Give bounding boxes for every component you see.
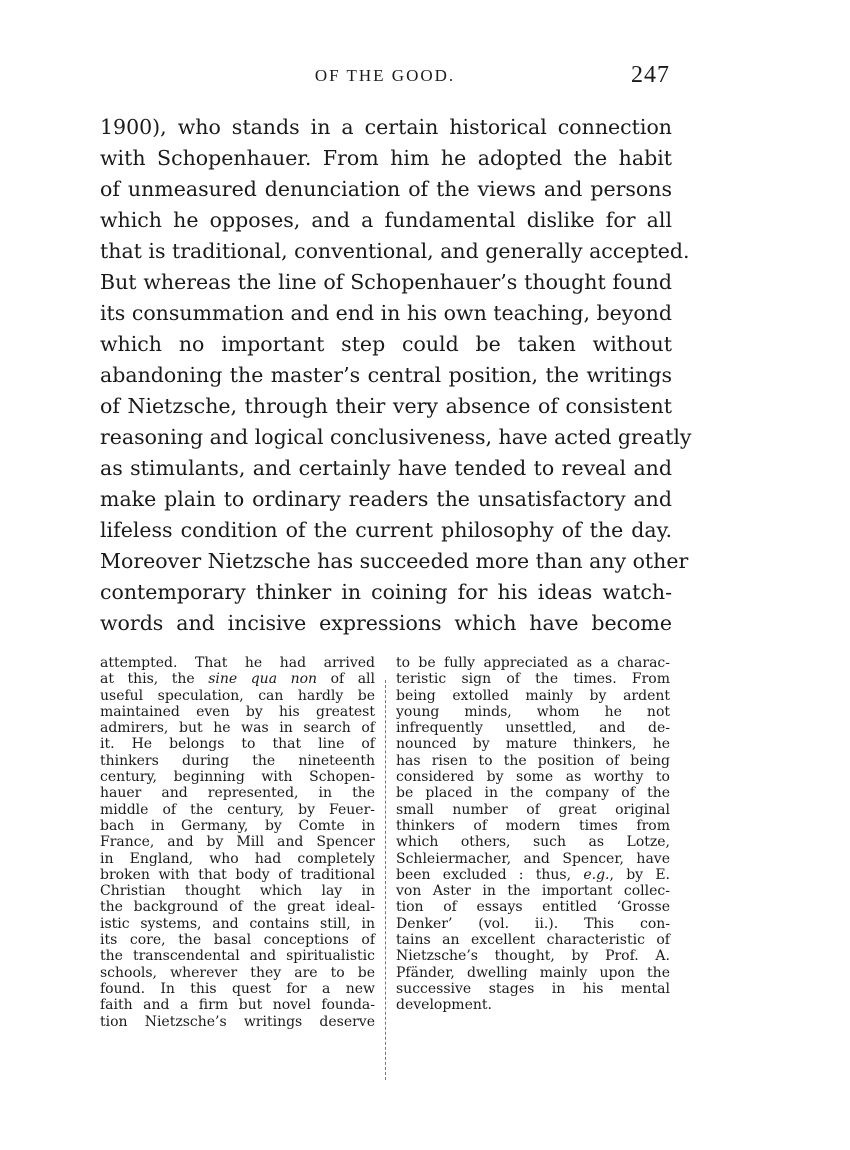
footnote-line: the transcendental and spiritualistic	[100, 948, 375, 965]
main-line: make plain to ordinary readers the unsatisfactory and	[100, 487, 672, 511]
footnote-text: been excluded : thus,	[396, 866, 584, 883]
footnote-line: tains an excellent characteristic of	[396, 932, 670, 949]
footnote-line: small number of great original	[396, 801, 670, 818]
footnote-text: of all	[317, 671, 376, 688]
footnote-line: useful speculation, can hardly be	[100, 687, 375, 704]
footnote-line: be placed in the company of the	[396, 785, 670, 802]
footnote-line: found. In this quest for a new	[100, 980, 375, 997]
main-text-block	[100, 112, 692, 639]
footnote-line: Denker’ (vol. ii.). This con-	[396, 915, 670, 932]
footnote-line: Christian thought which lay in	[100, 883, 375, 900]
footnote-line: tion of essays entitled ‘Grosse	[396, 899, 670, 916]
footnote-line: broken with that body of traditional	[100, 866, 375, 883]
footnote-line: istic systems, and contains still, in	[100, 915, 375, 932]
footnote-line: tion Nietzsche’s writings deserve	[100, 1013, 375, 1030]
footnote-line: considered by some as worthy to	[396, 769, 670, 786]
running-head	[100, 62, 670, 92]
footnote-line: development.	[396, 997, 492, 1014]
footnote-line: bach in Germany, by Comte in	[100, 817, 375, 834]
footnote-line: to be fully appreciated as a charac-	[396, 655, 670, 671]
main-line: which he opposes, and a fundamental dislike for all	[100, 208, 672, 232]
footnote-line: Nietzsche’s thought, by Prof. A.	[396, 948, 670, 965]
page-number: 247	[631, 62, 670, 88]
footnote-line: thinkers of modern times from	[396, 817, 670, 834]
footnote-line: successive stages in his mental	[396, 980, 670, 997]
footnote-italic: sine qua non	[208, 671, 318, 688]
footnote-line: century, beginning with Schopen-	[100, 769, 375, 786]
footnote-line: the background of the great ideal-	[100, 899, 375, 916]
footnote-line: maintained even by his greatest	[100, 703, 375, 720]
main-line: reasoning and logical conclusiveness, have acted greatly	[100, 425, 692, 449]
footnote-right-column	[396, 655, 670, 1014]
column-divider	[385, 680, 386, 1080]
footnote-line: thinkers during the nineteenth	[100, 752, 375, 769]
footnote-line: infrequently unsettled, and de-	[396, 720, 670, 737]
footnote-line: Pfänder, dwelling mainly upon the	[396, 964, 670, 981]
footnote-line: von Aster in the important collec-	[396, 883, 670, 900]
main-line: of unmeasured denunciation of the views and persons	[100, 177, 672, 201]
main-line: words and incisive expressions which have become	[100, 611, 672, 635]
footnote-line: hauer and represented, in the	[100, 785, 375, 802]
main-line: which no important step could be taken without	[100, 332, 672, 356]
footnote-line: Schleiermacher, and Spencer, have	[396, 850, 670, 867]
footnote-left-column	[100, 655, 375, 1030]
footnote-italic: e.g.	[583, 866, 610, 883]
footnote-line	[100, 671, 375, 687]
main-line: with Schopenhauer. From him he adopted the habit	[100, 146, 672, 170]
main-line: as stimulants, and certainly have tended to reveal and	[100, 456, 672, 480]
footnote-line: nounced by mature thinkers, he	[396, 736, 670, 753]
footnote-text: at this, the	[100, 671, 209, 688]
footnote-line: attempted. That he had arrived	[100, 655, 375, 671]
footnote-line: teristic sign of the times. From	[396, 671, 670, 688]
main-line: contemporary thinker in coining for his ideas watch-	[100, 580, 672, 604]
footnote-line: its core, the basal conceptions of	[100, 932, 375, 949]
main-line: lifeless condition of the current philosophy of the day.	[100, 518, 672, 542]
running-title: OF THE GOOD.	[314, 66, 456, 85]
footnote-line	[396, 867, 670, 883]
main-line: its consummation and end in his own teaching, beyond	[100, 301, 672, 325]
main-line: abandoning the master’s central position, the writings	[100, 363, 672, 387]
footnote-line: has risen to the position of being	[396, 752, 670, 769]
main-line: 1900), who stands in a certain historical connection	[100, 115, 672, 139]
footnote-line: faith and a firm but novel founda-	[100, 997, 375, 1014]
footnote-line: it. He belongs to that line of	[100, 736, 375, 753]
main-line: Moreover Nietzsche has succeeded more than any other	[100, 549, 689, 573]
footnote-line: in England, who had completely	[100, 850, 375, 867]
footnote-line: schools, wherever they are to be	[100, 964, 375, 981]
main-line: that is traditional, conventional, and generally accepted.	[100, 239, 690, 263]
footnote-line: France, and by Mill and Spencer	[100, 834, 375, 851]
footnote-text: , by E.	[609, 866, 670, 883]
footnote-line: being extolled mainly by ardent	[396, 687, 670, 704]
footnote-line: young minds, whom he not	[396, 703, 670, 720]
main-line: But whereas the line of Schopenhauer’s thought found	[100, 270, 672, 294]
footnote-line: middle of the century, by Feuer-	[100, 801, 375, 818]
footnote-line: which others, such as Lotze,	[396, 834, 670, 851]
main-line: of Nietzsche, through their very absence of consistent	[100, 394, 672, 418]
footnote-line: admirers, but he was in search of	[100, 720, 375, 737]
